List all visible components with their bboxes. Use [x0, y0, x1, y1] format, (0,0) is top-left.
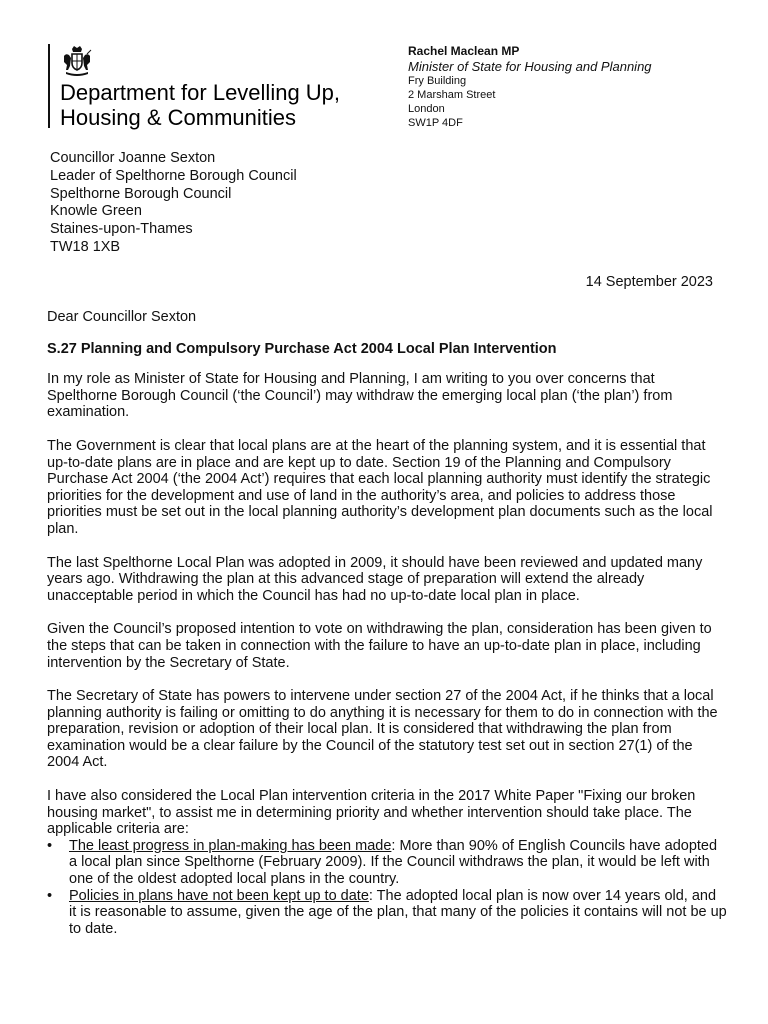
- criteria-name: Policies in plans have not been kept up to date: [69, 887, 369, 904]
- department-name-line1: Department for Levelling Up,: [60, 80, 341, 105]
- department-name: [60, 80, 340, 130]
- criteria-text: : More than 90% of English Councils have adopted a local plan since Spelthorne (February 2009). If the Council withdraws the plan, it would be left with one of the oldest adopted local plans in the country.: [69, 837, 718, 888]
- criteria-item: [47, 838, 727, 888]
- address-line: London: [408, 103, 445, 115]
- body-paragraph: The last Spelthorne Local Plan was adopted in 2009, it should have been reviewed and updated many years ago. Withdrawing the plan at this advanced stage of preparation will extend the already unacceptable period in which the Council has had no up-to-date local plan in place.: [47, 554, 703, 604]
- criteria-text: : The adopted local plan is now over 14 years old, and it is reasonable to assume, given the age of the plan, that many of the policies it contains will not be up to date.: [69, 887, 727, 937]
- recipient-line: Leader of Spelthorne Borough Council: [50, 167, 297, 184]
- body-paragraph: In my role as Minister of State for Housing and Planning, I am writing to you over concerns that Spelthorne Borough Council (‘the Council’) may withdraw the emerging local plan (‘the plan’) from examination.: [47, 371, 673, 421]
- letter-body: [47, 309, 727, 937]
- address-line: 2 Marsham Street: [408, 89, 496, 101]
- body-paragraph: The Government is clear that local plans are at the heart of the planning system, and it is essential that up-to-date plans are in place and are kept up to date. Section 19 of the Planning and Compulsory Purchase Act 2004 (‘the 2004 Act’) requires that each local planning authority must identify the strategic priorities for the development and use of land in the authority’s area, and policies to address those priorities must be set out in the local planning authority’s development plan documents such as the local plan.: [47, 437, 713, 537]
- bullet: •: [47, 887, 53, 904]
- recipient-line: Knowle Green: [50, 203, 142, 220]
- minister-block: [408, 44, 652, 130]
- bullet: •: [47, 837, 53, 854]
- body-paragraph: The Secretary of State has powers to intervene under section 27 of the 2004 Act, if he thinks that a local planning authority is failing or omitting to do anything it is necessary for them to do in connection with the preparation, revision or adoption of their local plan. It is considered that withdrawing the plan from examination would be a clear failure by the Council of the statutory test set out in section 27(1) of the 2004 Act.: [47, 688, 718, 771]
- royal-coat-of-arms-icon: [60, 44, 94, 78]
- recipient-line: Spelthorne Borough Council: [50, 185, 232, 202]
- minister-role: Minister of State for Housing and Planning: [408, 59, 652, 74]
- address-line: SW1P 4DF: [408, 117, 463, 129]
- criteria-intro: I have also considered the Local Plan intervention criteria in the 2017 White Paper "Fixing our broken housing market", to assist me in determining priority and whether intervention should take place. The applicable criteria are:: [47, 788, 696, 838]
- recipient-line: Councillor Joanne Sexton: [50, 150, 216, 166]
- criteria-list: [47, 838, 727, 938]
- criteria-item: [47, 888, 727, 938]
- subject-line: S.27 Planning and Compulsory Purchase Act 2004 Local Plan Intervention: [47, 340, 557, 357]
- recipient-address: [50, 150, 297, 257]
- minister-name: Rachel Maclean MP: [408, 44, 520, 58]
- recipient-line: TW18 1XB: [50, 238, 121, 255]
- salutation: Dear Councillor Sexton: [47, 309, 197, 325]
- recipient-line: Staines-upon-Thames: [50, 221, 193, 238]
- criteria-name: The least progress in plan-making has been made: [69, 837, 392, 854]
- department-name-line2: Housing & Communities: [60, 105, 296, 130]
- address-line: Fry Building: [408, 75, 467, 87]
- letter-date: 14 September 2023: [585, 274, 713, 290]
- body-paragraph: Given the Council’s proposed intention to vote on withdrawing the plan, consideration has been given to the steps that can be taken in connection with the failure to have an up-to-date plan in place, including intervention by the Secretary of State.: [47, 621, 712, 671]
- logo-divider-bar: [48, 44, 50, 128]
